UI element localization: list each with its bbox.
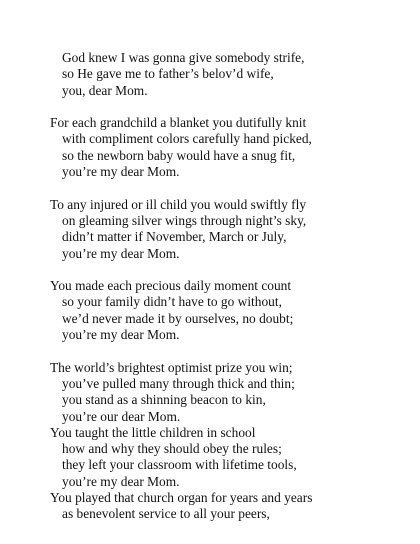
stanza-5 — [50, 360, 410, 425]
poem-line: on gleaming silver wings through night’s sky, — [62, 212, 307, 228]
poem-line: didn’t matter if November, March or July, — [62, 229, 287, 245]
stanza-7 — [50, 490, 410, 523]
poem-line: you’ve pulled many through thick and thin; — [62, 375, 295, 391]
poem-line: so your family didn’t have to go without, — [62, 294, 282, 310]
poem-line: you’re my dear Mom. — [62, 327, 180, 343]
poem-line: how and why they should obey the rules; — [62, 441, 282, 457]
poem-line: The world’s brightest optimist prize you win; — [50, 359, 293, 375]
poem-line: you’re my dear Mom. — [62, 245, 180, 261]
poem-line: we’d never made it by ourselves, no doubt; — [62, 310, 294, 326]
poem-line: For each grandchild a blanket you dutifully knit — [50, 115, 307, 131]
stanza-1 — [50, 50, 410, 99]
poem-line: you’re my dear Mom. — [62, 164, 180, 180]
poem-line: you’re my dear Mom. — [62, 473, 180, 489]
poem-line: with compliment colors carefully hand picked, — [62, 131, 312, 147]
poem-line: so He gave me to father’s belov’d wife, — [62, 66, 274, 82]
poem-line: you, dear Mom. — [62, 82, 148, 98]
poem-body — [50, 50, 410, 523]
poem-line: you’re our dear Mom. — [62, 408, 181, 424]
stanza-3 — [50, 197, 410, 262]
poem-line: as benevolent service to all your peers, — [62, 506, 270, 522]
poem-line: they left your classroom with lifetime tools, — [62, 457, 297, 473]
stanza-4 — [50, 278, 410, 343]
poem-line: God knew I was gonna give somebody strife, — [62, 50, 305, 65]
poem-line: you stand as a shinning beacon to kin, — [62, 392, 266, 408]
poem-line: You made each precious daily moment count — [50, 278, 292, 294]
poem-line: so the newborn baby would have a snug fit, — [62, 147, 296, 163]
poem-line: You taught the little children in school — [50, 424, 256, 440]
poem-line: You played that church organ for years and years — [50, 490, 313, 506]
stanza-2 — [50, 115, 410, 180]
stanza-6 — [50, 425, 410, 490]
poem-line: To any injured or ill child you would swiftly fly — [50, 196, 307, 212]
